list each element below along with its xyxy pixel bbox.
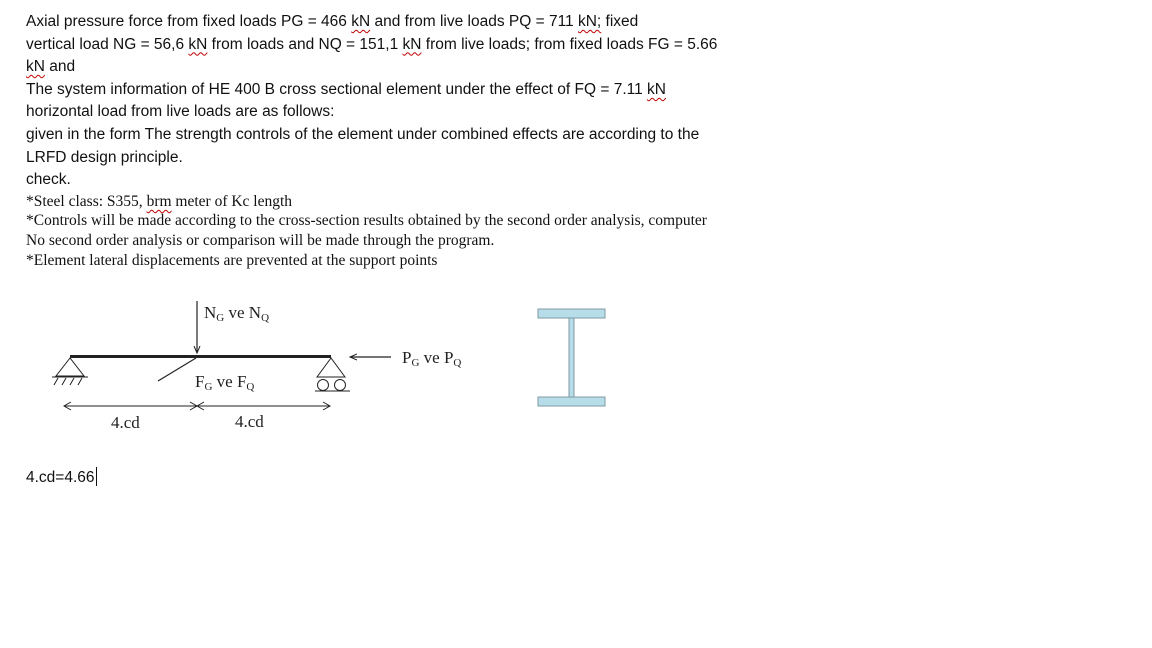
top-flange xyxy=(538,309,605,318)
text-run: from live loads; from fixed loads FG = 5.66 xyxy=(421,35,718,53)
i-section-icon xyxy=(538,309,605,406)
spellcheck-word: brm xyxy=(146,192,172,210)
paragraph-line: check. xyxy=(26,171,71,189)
text-run: fixed xyxy=(601,13,639,30)
horizontal-load-label xyxy=(195,372,254,393)
text-run: *Steel class: S355, xyxy=(26,192,147,210)
paragraph-line: given in the form The strength controls of the element under combined effects are according to the xyxy=(26,125,700,143)
text-run: and from live loads PQ = 711 xyxy=(370,13,578,30)
text-run: Axial pressure force from fixed loads PG = 466 xyxy=(26,13,352,30)
label-part: F xyxy=(195,372,205,391)
text-run: meter of Kc length xyxy=(171,192,293,210)
text-run: The system information of HE 400 B cross sectional element under the effect of FQ = 7.11 xyxy=(26,80,648,98)
web xyxy=(569,318,574,397)
label-subscript: G xyxy=(204,381,213,393)
label-part: N xyxy=(204,303,217,322)
label-subscript: Q xyxy=(246,381,255,393)
span-length-label: 4.cd xyxy=(235,412,264,431)
span-length-label: 4.cd xyxy=(111,413,140,432)
result-line[interactable] xyxy=(26,467,97,487)
label-part: ve P xyxy=(419,348,454,367)
horizontal-load-arrow xyxy=(158,358,196,381)
spellcheck-word: kN xyxy=(402,35,422,53)
text-cursor xyxy=(96,467,97,486)
roller-support xyxy=(315,358,350,391)
label-part: ve N xyxy=(224,303,262,322)
dimension-line xyxy=(64,402,330,410)
vertical-load-label xyxy=(204,303,269,324)
label-part: ve F xyxy=(212,372,247,391)
text-run: and xyxy=(44,58,76,76)
note-line: *Controls will be made according to the cross-section results obtained by the second order analysis, computer xyxy=(26,212,707,230)
note-line: *Element lateral displacements are prevented at the support points xyxy=(26,251,438,269)
label-subscript: Q xyxy=(453,357,462,369)
spellcheck-word: kN xyxy=(188,35,208,53)
result-text: 4.cd=4.66 xyxy=(26,469,95,486)
label-subscript: G xyxy=(216,312,225,324)
label-subscript: G xyxy=(411,357,420,369)
spellcheck-word: kN; xyxy=(577,13,602,30)
spellcheck-word: kN xyxy=(351,13,371,30)
note-line: No second order analysis or comparison will be made through the program. xyxy=(26,231,495,249)
text-run: from loads and NQ = 151,1 xyxy=(207,35,403,53)
paragraph-line: LRFD design principle. xyxy=(26,148,183,166)
axial-load-label xyxy=(402,348,461,369)
label-subscript: Q xyxy=(261,312,270,324)
beam xyxy=(70,355,331,358)
bottom-flange xyxy=(538,397,605,406)
pin-support xyxy=(52,358,88,385)
text-run: vertical load NG = 56,6 xyxy=(26,35,189,53)
spellcheck-word: kN xyxy=(26,58,45,76)
paragraph-line: horizontal load from live loads are as follows: xyxy=(26,103,335,121)
label-part: P xyxy=(402,348,412,367)
spellcheck-word: kN xyxy=(647,80,666,98)
